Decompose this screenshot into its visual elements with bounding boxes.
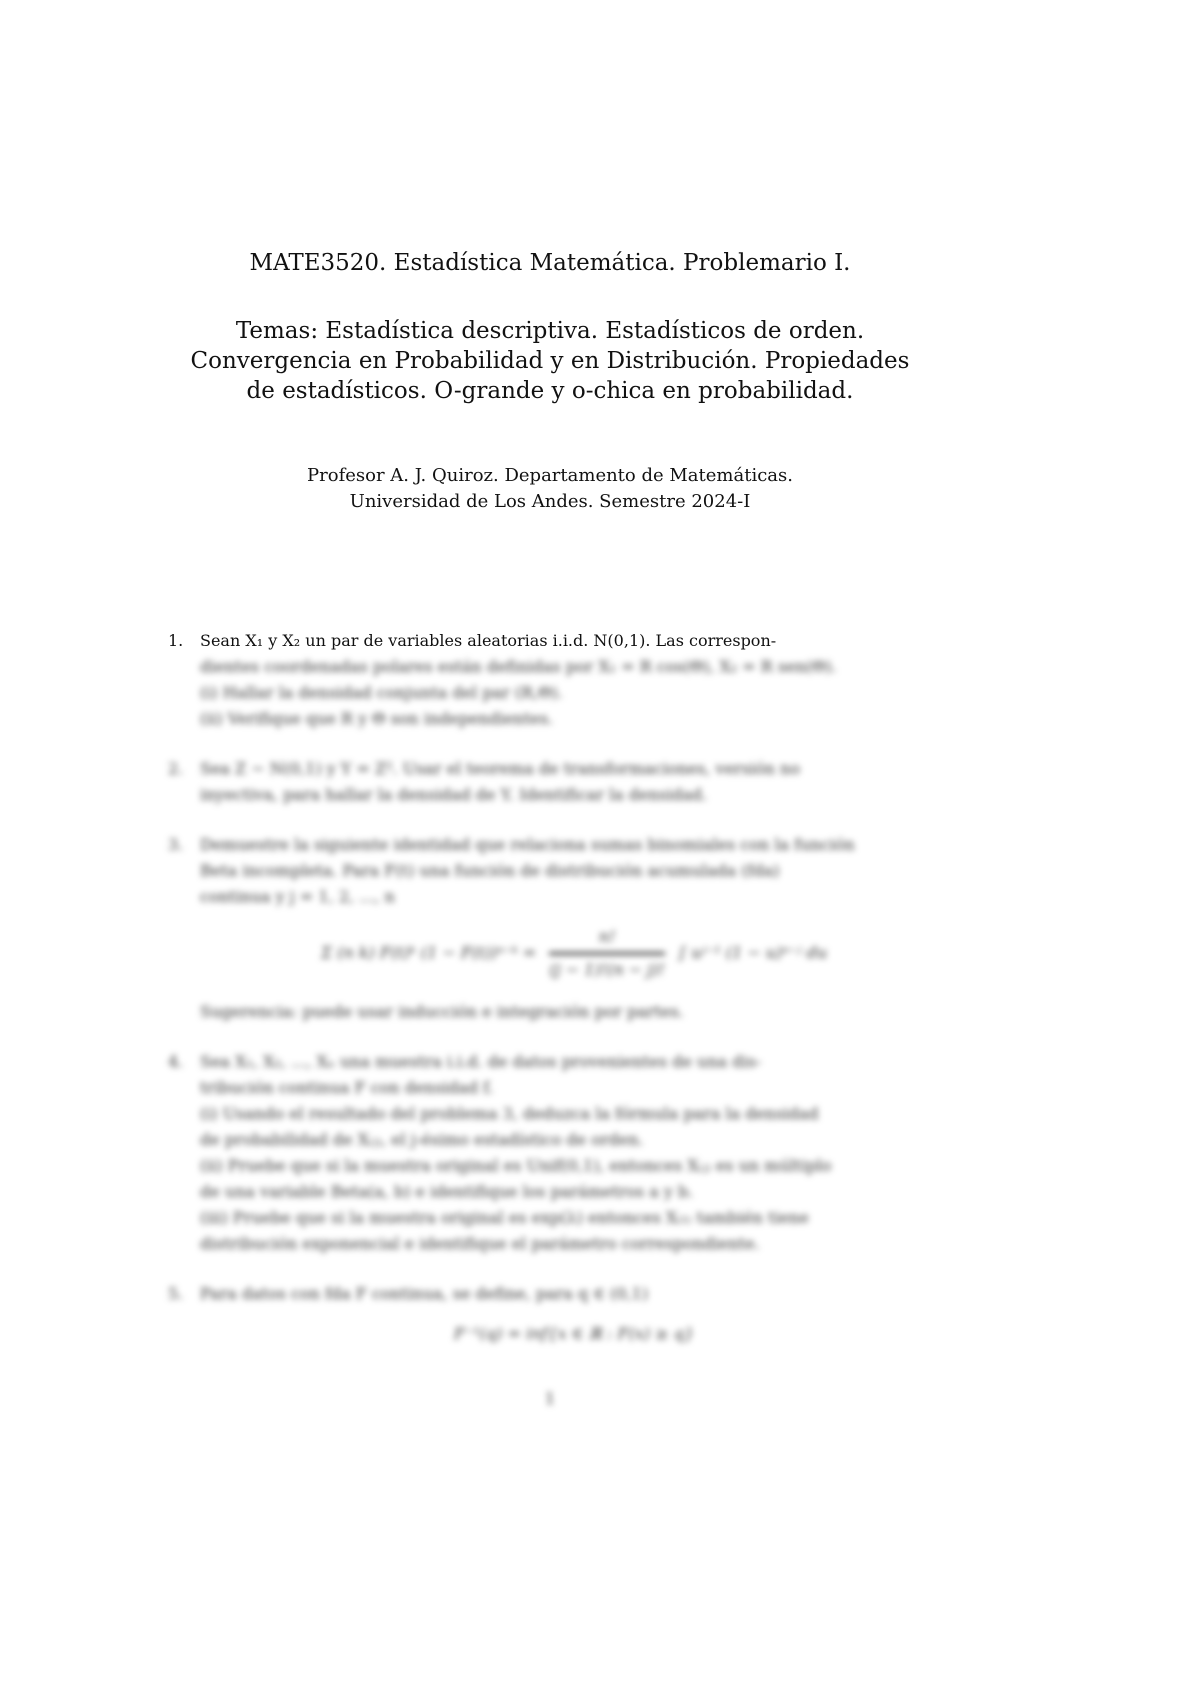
problem-text-line: distribución exponencial e identifique el parámetro correspondiente. [200,1234,760,1253]
problem-number: 2. [168,759,184,778]
problem-text-line: Sean X₁ y X₂ un par de variables aleatorias i.i.d. N(0,1). Las correspon- [200,631,777,650]
problem-text-line: (i) Hallar la densidad conjunta del par (R,Θ). [200,683,563,702]
problem-number: 3. [168,835,184,854]
topics-line: Temas: Estadística descriptiva. Estadísticos de orden. [235,318,865,344]
problem-text-line: Para datos con fda F continua, se define, para q ∈ (0,1) [200,1284,649,1303]
formula-left: Σ (n k) F(t)ᵏ (1 − F(t))ⁿ⁻ᵏ = [320,943,537,962]
problem-2 [168,756,948,808]
problem-number: 1. [168,631,184,650]
problem-text-line: de probabilidad de X₍ⱼ₎, el j-ésimo estadístico de orden. [200,1130,644,1149]
topics-block [0,316,1100,406]
formula-denominator: (j − 1)!(n − j)! [549,960,665,979]
problem-text-line: Beta incompleta. Para F(t) una función de distribución acumulada (fda) [200,861,780,880]
problem-number: 4. [168,1052,184,1071]
problem-text-line: (iii) Pruebe que si la muestra original es exp(λ) entonces X₍₁₎ también tiene [200,1208,809,1227]
page-title: MATE3520. Estadística Matemática. Problemario I. [249,250,851,276]
problem-text-line: Demuestre la siguiente identidad que relaciona sumas binomiales con la función [200,835,855,854]
problem-list [168,628,948,1371]
problem-3 [168,832,948,1025]
problem-text-line: continua y j = 1, 2, ..., n [200,887,395,906]
fraction-bar [549,952,664,955]
problem-text-line: Sea X₁, X₂, ..., Xₙ una muestra i.i.d. de datos provenientes de una dis- [200,1052,762,1071]
formula-right: ∫ uʲ⁻¹ (1 − u)ⁿ⁻ʲ du [677,943,828,962]
problem-text-line: inyectiva, para hallar la densidad de Y. Identificar la densidad. [200,785,708,804]
problem-1 [168,628,948,732]
problem-text-line: (ii) Verifique que R y Θ son independientes. [200,709,554,728]
problem-5 [168,1281,948,1347]
author-line: Universidad de Los Andes. Semestre 2024-I [349,491,751,512]
problem-4 [168,1049,948,1257]
problem-text-line: Sea Z ~ N(0,1) y Y = Z². Usar el teorema de transformaciones, versión no [200,759,800,778]
display-formula: F⁻¹(q) = inf{x ∈ ℝ : F(x) ≥ q} [453,1324,695,1343]
problem-text-line: (i) Usando el resultado del problema 3, deduzca la fórmula para la densidad [200,1104,819,1123]
problem-number: 5. [168,1284,184,1303]
formula-numerator: n! [598,927,616,946]
problem-text-line: (ii) Pruebe que si la muestra original es Unif(0,1), entonces X₍ⱼ₎ es un múltiplo [200,1156,832,1175]
problem-text-line: Sugerencia: puede usar inducción e integración por partes. [200,1002,684,1021]
author-block [0,463,1100,515]
author-line: Profesor A. J. Quiroz. Departamento de Matemáticas. [307,465,793,486]
problem-text-line: dientes coordenadas polares están definidas por X₁ = R cos(Θ), X₂ = R sen(Θ). [200,657,837,676]
problem-text-line: de una variable Beta(a, b) e identifique los parámetros a y b. [200,1182,694,1201]
problem-text-line: tribución continua F con densidad f. [200,1078,494,1097]
page-number: 1 [544,1389,556,1408]
topics-line: Convergencia en Probabilidad y en Distribución. Propiedades [190,348,910,374]
formula-fraction [549,924,664,983]
topics-line: de estadísticos. O-grande y o-chica en probabilidad. [246,378,854,404]
display-formula [200,924,948,983]
